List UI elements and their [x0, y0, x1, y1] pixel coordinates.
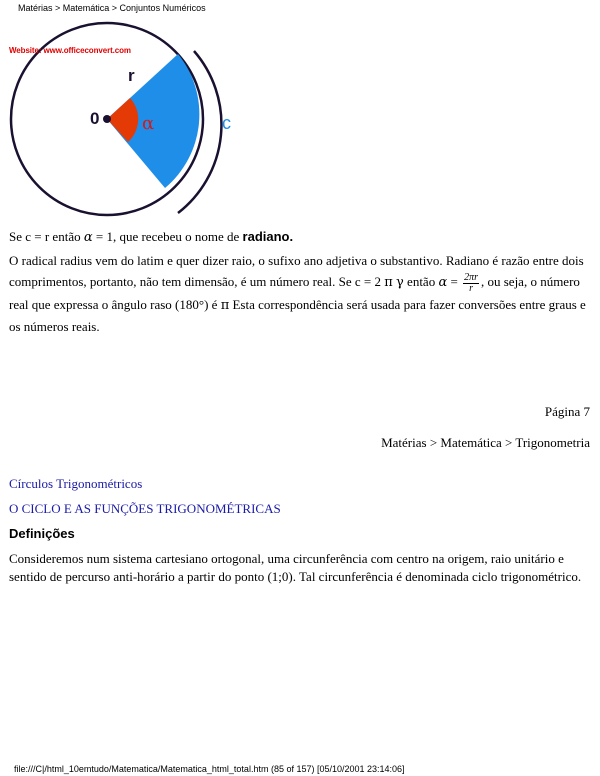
fraction-2pir-over-r: [463, 273, 479, 294]
breadcrumb-header: Matérias > Matemática > Conjuntos Numéricos: [18, 3, 206, 13]
watermark: Website: www.officeconvert.com: [9, 46, 131, 55]
text2-part1: O radical radius vem do latim e quer dizer raio, o sufixo ano adjetiva o substantivo. Radiano é razão entre dois comprimentos, portanto, não tem dimensão, é um número real. Se c = 2: [9, 253, 584, 289]
equals: =: [447, 274, 462, 289]
fraction-numerator: 2πr: [464, 271, 478, 283]
text2-part4: Esta correspondência será usada para fazer conversões entre graus e os números reais.: [9, 296, 586, 334]
gamma-symbol: γ: [396, 275, 404, 290]
ciclo-paragraph: Consideremos num sistema cartesiano ortogonal, uma circunferência com centro na origem, raio unitário e sentido de percurso anti-horário a partir do ponto (1;0). Tal circunferência é denominada ciclo trigonométrico.: [9, 551, 582, 584]
radius-paragraph: [9, 250, 591, 337]
text1-middle: = 1, que recebeu o nome de: [92, 229, 243, 244]
fraction-denominator: r: [469, 282, 473, 294]
center-point: [103, 115, 111, 123]
link-ciclo-funcoes[interactable]: O CICLO E AS FUNÇÕES TRIGONOMÉTRICAS: [9, 501, 281, 516]
footer-file-path: file:///C|/html_10emtudo/Matematica/Matematica_html_total.htm (85 of 157) [05/10/2001 23:14:06]: [14, 764, 405, 774]
link-circulos-trigonometricos[interactable]: Círculos Trigonométricos: [9, 476, 143, 491]
text1-prefix: Se c = r então: [9, 229, 84, 244]
pi-symbol-2: π: [220, 297, 230, 313]
text2-part2: então: [403, 274, 439, 289]
label-c: c: [222, 113, 231, 133]
radiano-term: radiano.: [242, 229, 294, 244]
radian-definition: [9, 226, 591, 248]
page-number: Página 7: [544, 404, 590, 419]
alpha-symbol-2: α: [438, 275, 448, 290]
section-title: Definições: [9, 526, 75, 541]
alpha-symbol: α: [83, 230, 93, 245]
breadcrumb-trigonometria: Matérias > Matemática > Trigonometria: [381, 435, 590, 450]
pi-symbol: π: [384, 275, 393, 290]
label-r: r: [128, 66, 135, 85]
text2-part3: , ou seja, o número real que expressa o ângulo raso (180°) é: [9, 274, 580, 312]
label-zero: 0: [90, 109, 100, 128]
label-alpha: α: [142, 113, 155, 134]
